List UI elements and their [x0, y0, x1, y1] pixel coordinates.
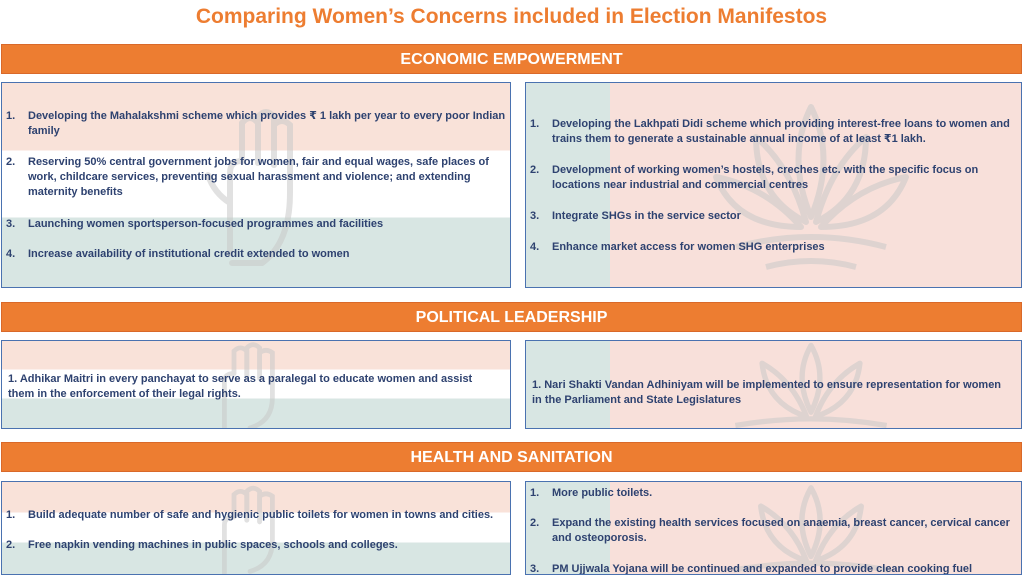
list-item: 1. Build adequate number of safe and hygienic public toilets for women in towns and cities.	[6, 509, 494, 521]
health-left-panel	[1, 481, 511, 575]
list-item: 1. Developing the Lakhpati Didi scheme which providing interest-free loans to women and trains them to generate a sustainable annual income of at least ₹1 lakh.	[530, 118, 1010, 145]
health-right-panel	[525, 481, 1022, 575]
list-item: 2. Development of working women’s hostels, creches etc. with the specific focus on locations near industrial and commercial centres	[530, 164, 979, 191]
list-item: 2. Free napkin vending machines in public spaces, schools and colleges.	[6, 539, 398, 551]
list-item: 2. Reserving 50% central government jobs for women, fair and equal wages, safe places of work, childcare services, preventing sexual harassment and violence; and extending maternity benefits	[6, 156, 489, 198]
economic-left-panel	[1, 82, 511, 288]
section-heading-political: POLITICAL LEADERSHIP	[1, 302, 1022, 332]
list-item: 4. Increase availability of institutional credit extended to women	[6, 248, 350, 260]
list-item: 1. More public toilets.	[530, 487, 653, 499]
political-left-text: 1. Adhikar Maitri in every panchayat to serve as a paralegal to educate women and assist them in the enforcement of their legal rights.	[8, 373, 473, 400]
list-item: 2. Expand the existing health services focused on anaemia, breast cancer, cervical cancer and osteoporosis.	[530, 517, 1010, 544]
section-heading-health: HEALTH AND SANITATION	[1, 442, 1022, 472]
list-item: 1. Developing the Mahalakshmi scheme which provides ₹ 1 lakh per year to every poor Indian family	[6, 110, 506, 137]
economic-right-panel	[525, 82, 1022, 288]
page-title: Comparing Women’s Concerns included in Election Manifestos	[195, 5, 828, 28]
political-left-panel	[1, 340, 511, 429]
section-heading-economic: ECONOMIC EMPOWERMENT	[1, 44, 1022, 74]
list-item: 3. Launching women sportsperson-focused programmes and facilities	[6, 218, 384, 230]
list-item: 3. Integrate SHGs in the service sector	[530, 210, 741, 222]
list-item: 4. Enhance market access for women SHG enterprises	[530, 241, 825, 253]
list-item: 3. PM Ujjwala Yojana will be continued and expanded to provide clean cooking fuel	[530, 563, 973, 575]
political-right-panel	[525, 340, 1022, 429]
political-right-text: 1. Nari Shakti Vandan Adhiniyam will be implemented to ensure representation for women in the Parliament and State Legislatures	[532, 379, 1002, 406]
